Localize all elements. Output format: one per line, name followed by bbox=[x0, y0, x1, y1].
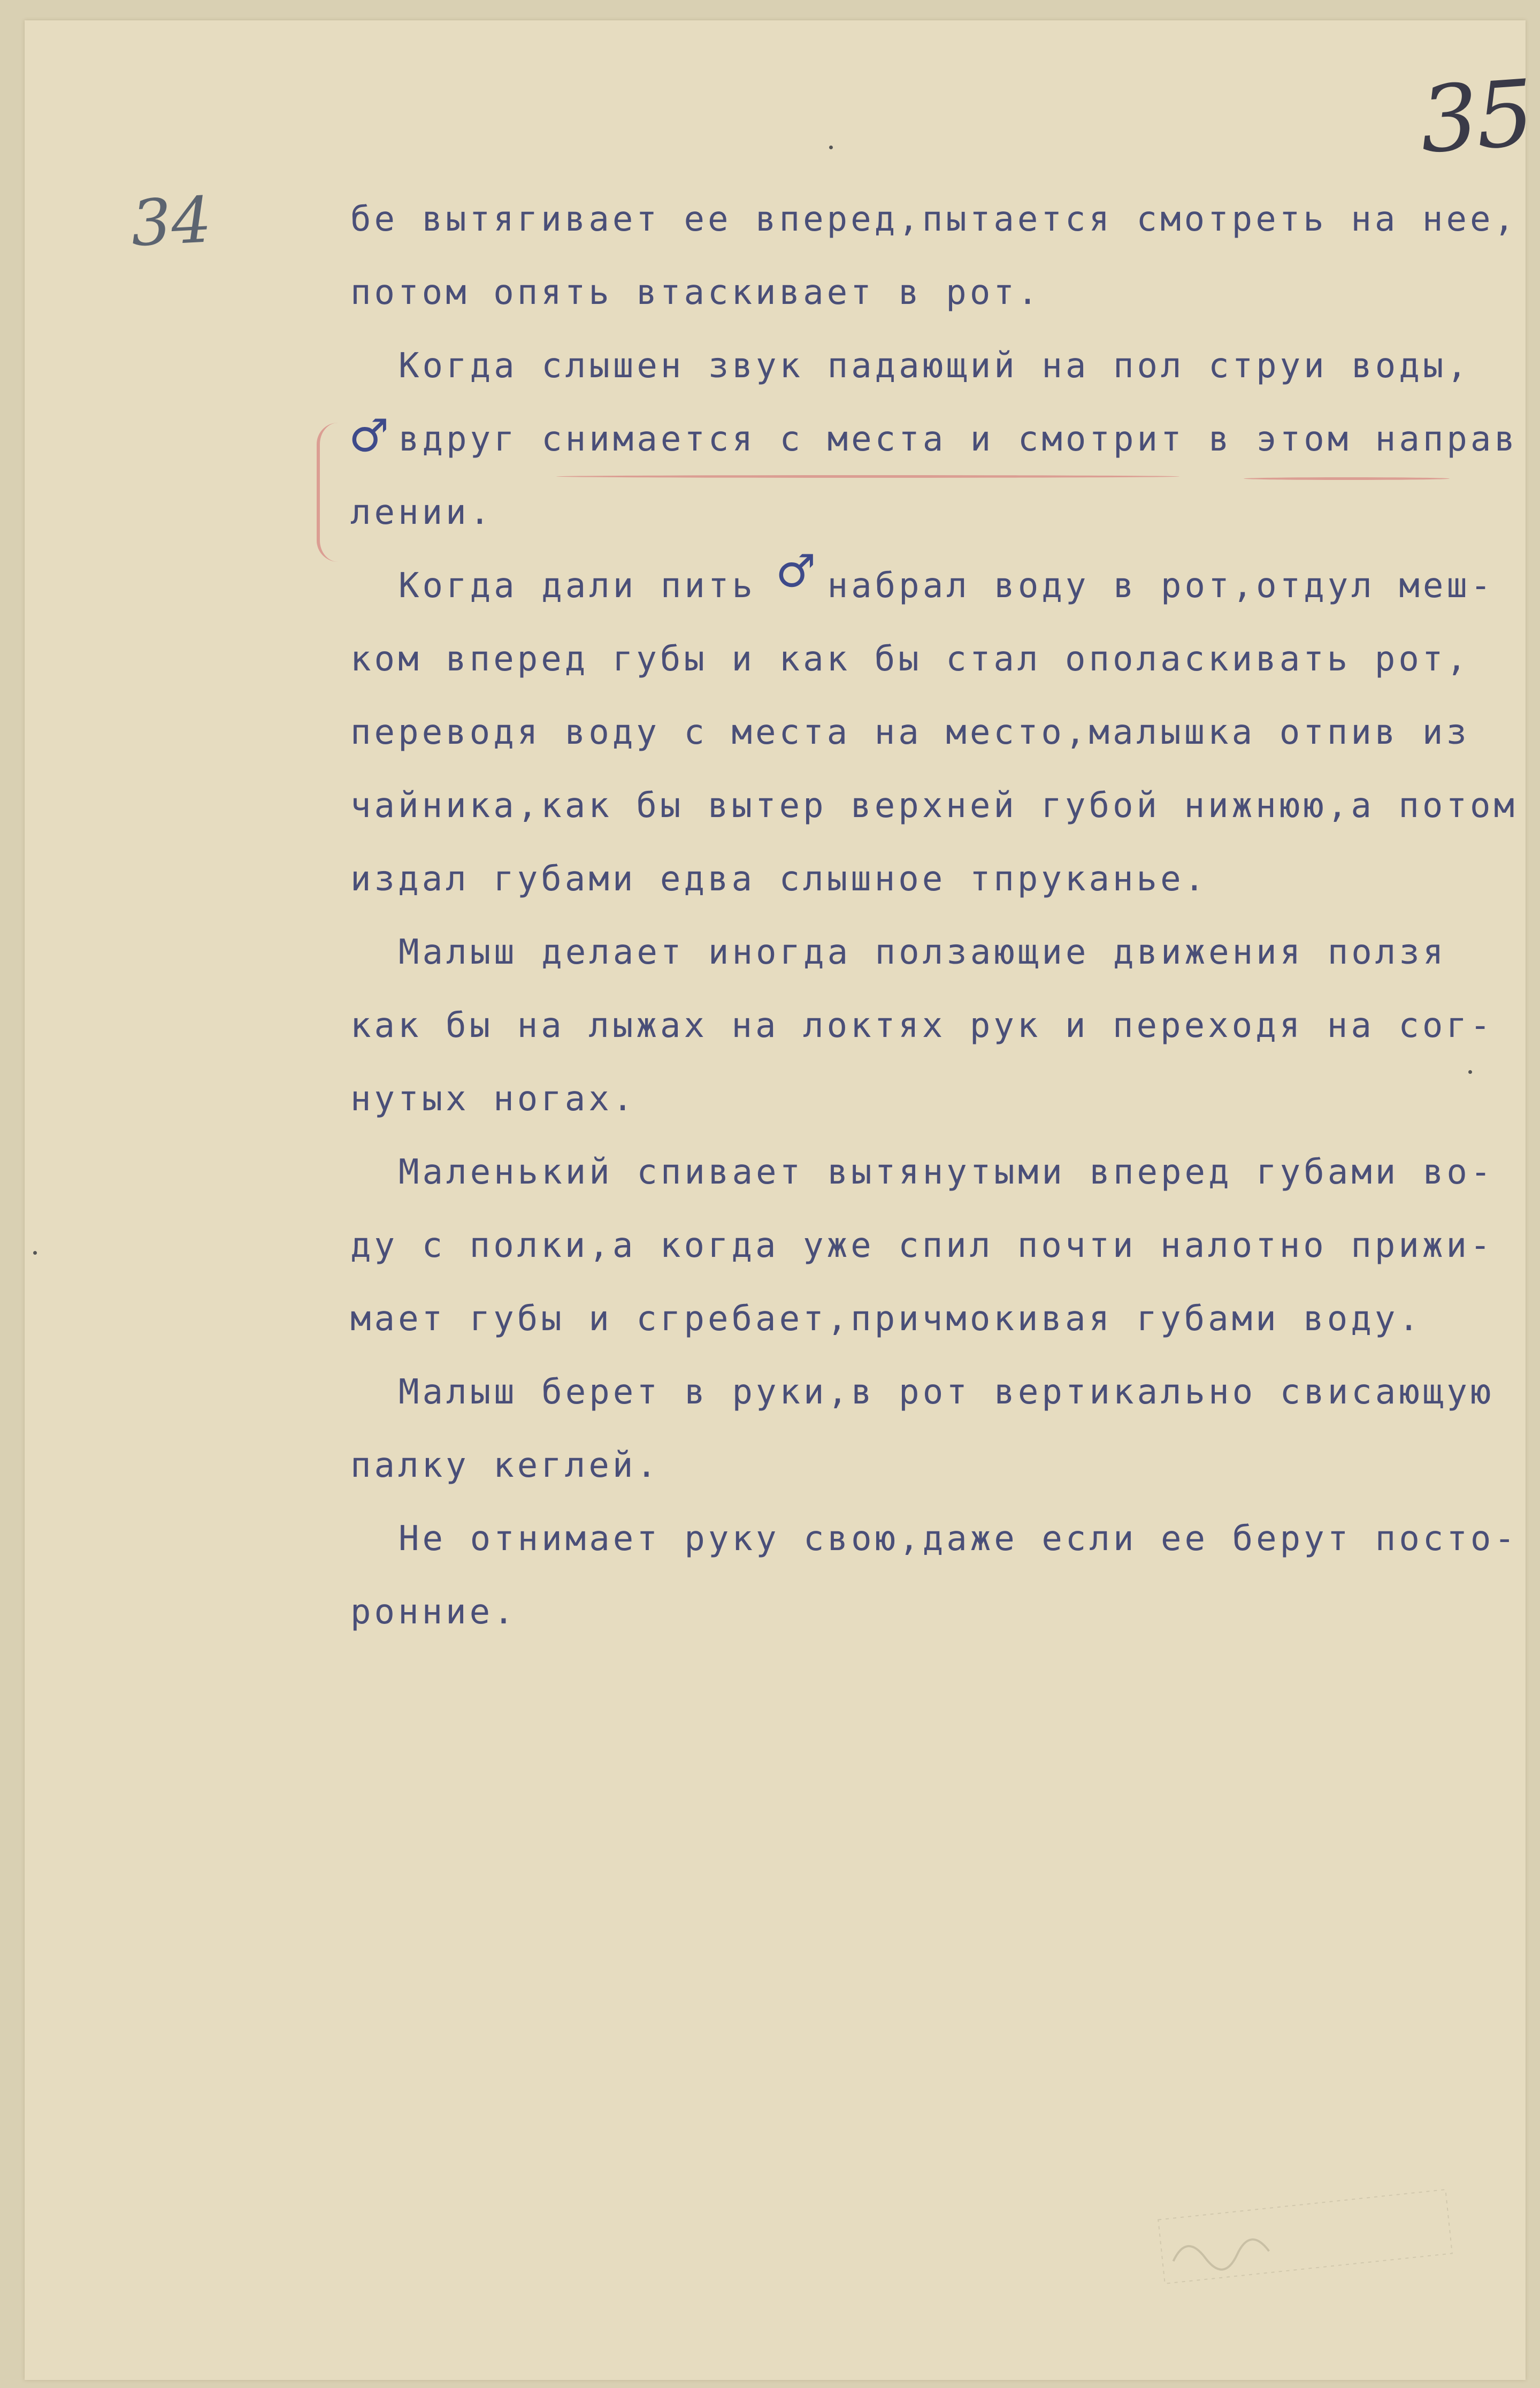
text-line: мает губы и сгребает,причмокивая губами воду. bbox=[350, 1299, 1422, 1339]
margin-bracket-mark bbox=[317, 423, 341, 562]
old-page-number: 34 bbox=[129, 182, 213, 261]
text-line: ком вперед губы и как бы стал ополаскивать рот, bbox=[350, 639, 1470, 679]
text-line: переводя воду с места на место,малышка отпив из bbox=[350, 713, 1470, 752]
text-line: нутых ногах. bbox=[350, 1079, 637, 1119]
text-segment: набрал воду в рот,отдул меш- bbox=[827, 566, 1495, 606]
male-symbol-icon: ♂ bbox=[776, 545, 816, 597]
ink-speck bbox=[1468, 1070, 1472, 1074]
text-line: Когда слышен звук падающий на пол струи воды, bbox=[399, 346, 1470, 386]
male-symbol-icon: ♂ bbox=[349, 409, 389, 462]
text-line: Малыш берет в руки,в рот вертикально свисающую bbox=[399, 1372, 1495, 1412]
text-line: палку кеглей. bbox=[350, 1446, 660, 1485]
ink-speck bbox=[829, 146, 833, 149]
text-segment: Когда дали пить bbox=[399, 566, 756, 606]
text-line: издал губами едва слышное тпруканье. bbox=[350, 859, 1208, 899]
text-line: потом опять втаскивает в рот. bbox=[350, 273, 1041, 312]
typed-text bbox=[350, 193, 1516, 1659]
text-line: бе вытягивает ее вперед,пытается смотреть на нее, bbox=[350, 200, 1518, 239]
text-line: Не отнимает руку свою,даже если ее берут посто- bbox=[399, 1519, 1518, 1559]
text-line: ду с полки,а когда уже спил почти налотно прижи- bbox=[350, 1226, 1494, 1265]
text-line: Маленький спивает вытянутыми вперед губами во- bbox=[399, 1153, 1495, 1192]
page-number: 35 bbox=[1416, 60, 1535, 174]
text-line: чайника,как бы вытер верхней губой нижнюю,а потом bbox=[350, 786, 1518, 826]
text-line: вдруг снимается с места и смотрит в этом направ bbox=[399, 419, 1518, 459]
ink-speck bbox=[33, 1251, 37, 1255]
text-line: как бы на лыжах на локтях рук и переходя на сог- bbox=[350, 1006, 1494, 1046]
text-line: Малыш делает иногда ползающие движения ползя bbox=[399, 933, 1447, 972]
text-line: ронние. bbox=[350, 1592, 517, 1632]
text-line bbox=[350, 559, 1516, 632]
text-line: лении. bbox=[350, 493, 494, 532]
